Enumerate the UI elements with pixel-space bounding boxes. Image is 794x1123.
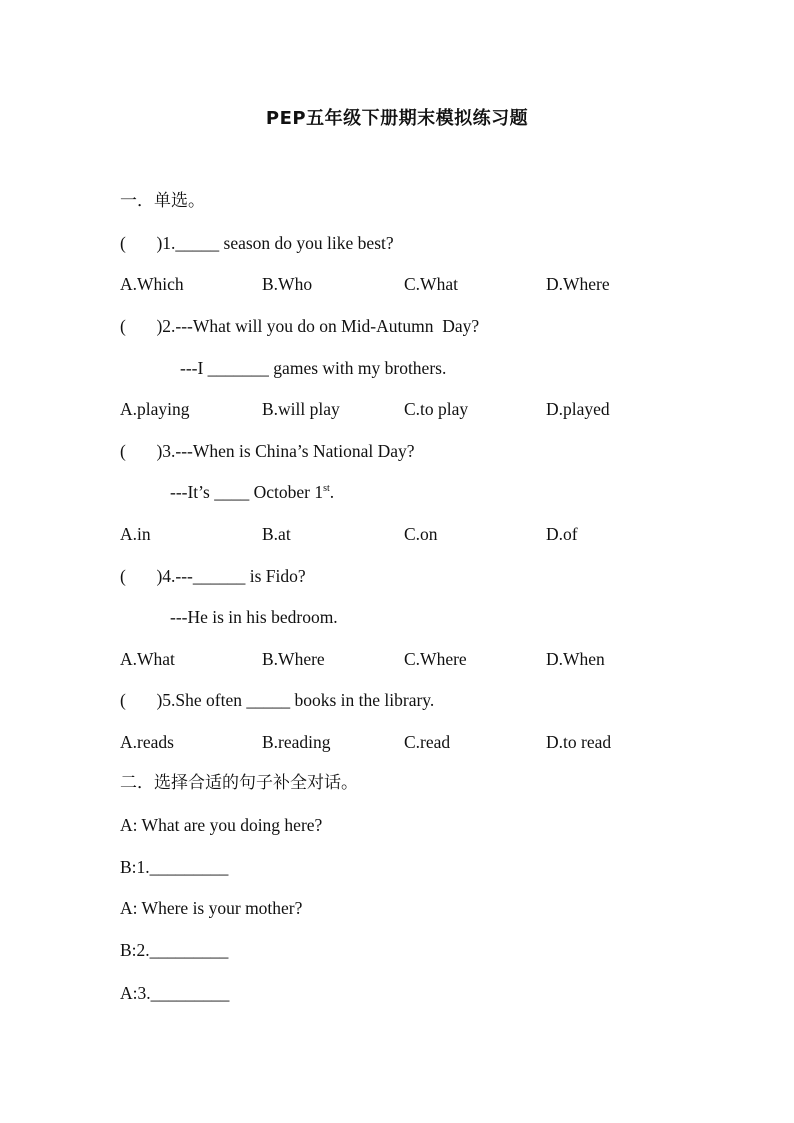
question-1-option-c: C.What	[404, 274, 458, 294]
question-1-option-a: A.Which	[120, 274, 184, 294]
question-3-response	[170, 481, 334, 503]
question-4-response: ---He is in his bedroom.	[170, 607, 338, 627]
question-5-option-c: C.read	[404, 732, 451, 752]
dialogue-line-2: B:1._________	[120, 857, 229, 877]
question-2-stem: ( )2.---What will you do on Mid-Autumn Day?	[120, 316, 480, 336]
question-3-option-d: D.of	[546, 524, 578, 544]
question-5-stem: ( )5.She often _____ books in the library.	[120, 690, 435, 710]
question-3-option-a: A.in	[120, 524, 151, 544]
question-5-option-b: B.reading	[262, 732, 331, 752]
dialogue-line-5: A:3._________	[120, 983, 230, 1003]
question-5-option-d: D.to read	[546, 732, 612, 752]
dialogue-line-1: A: What are you doing here?	[120, 815, 323, 835]
question-2-response: ---I _______ games with my brothers.	[180, 358, 447, 378]
question-3-option-b: B.at	[262, 524, 291, 544]
dialogue-line-3: A: Where is your mother?	[120, 898, 303, 918]
ordinal-suffix: st	[323, 483, 330, 495]
question-4-option-b: B.Where	[262, 649, 325, 669]
question-1-option-d: D.Where	[546, 274, 610, 294]
question-3-stem: ( )3.---When is China’s National Day?	[120, 441, 415, 461]
question-4-option-d: D.When	[546, 649, 605, 669]
question-2-option-d: D.played	[546, 399, 610, 419]
question-3-option-c: C.on	[404, 524, 438, 544]
question-1-option-b: B.Who	[262, 274, 313, 294]
page-title: PEP五年级下册期末模拟练习题	[265, 108, 529, 129]
section-2-heading: 二．选择合适的句子补全对话。	[120, 773, 358, 793]
question-4-option-a: A.What	[120, 649, 175, 669]
question-4-stem: ( )4.---______ is Fido?	[120, 566, 306, 586]
question-4-option-c: C.Where	[404, 649, 467, 669]
section-1-heading: 一．单选。	[120, 191, 205, 211]
question-2-option-a: A.playing	[120, 399, 190, 419]
question-5-option-a: A.reads	[120, 732, 174, 752]
question-2-option-b: B.will play	[262, 399, 340, 419]
question-3-response-text: ---It’s ____ October 1	[170, 482, 324, 502]
dialogue-line-4: B:2._________	[120, 940, 229, 960]
question-3-response-end: .	[329, 482, 335, 502]
question-2-option-c: C.to play	[404, 399, 469, 419]
question-1-stem: ( )1._____ season do you like best?	[120, 233, 394, 253]
